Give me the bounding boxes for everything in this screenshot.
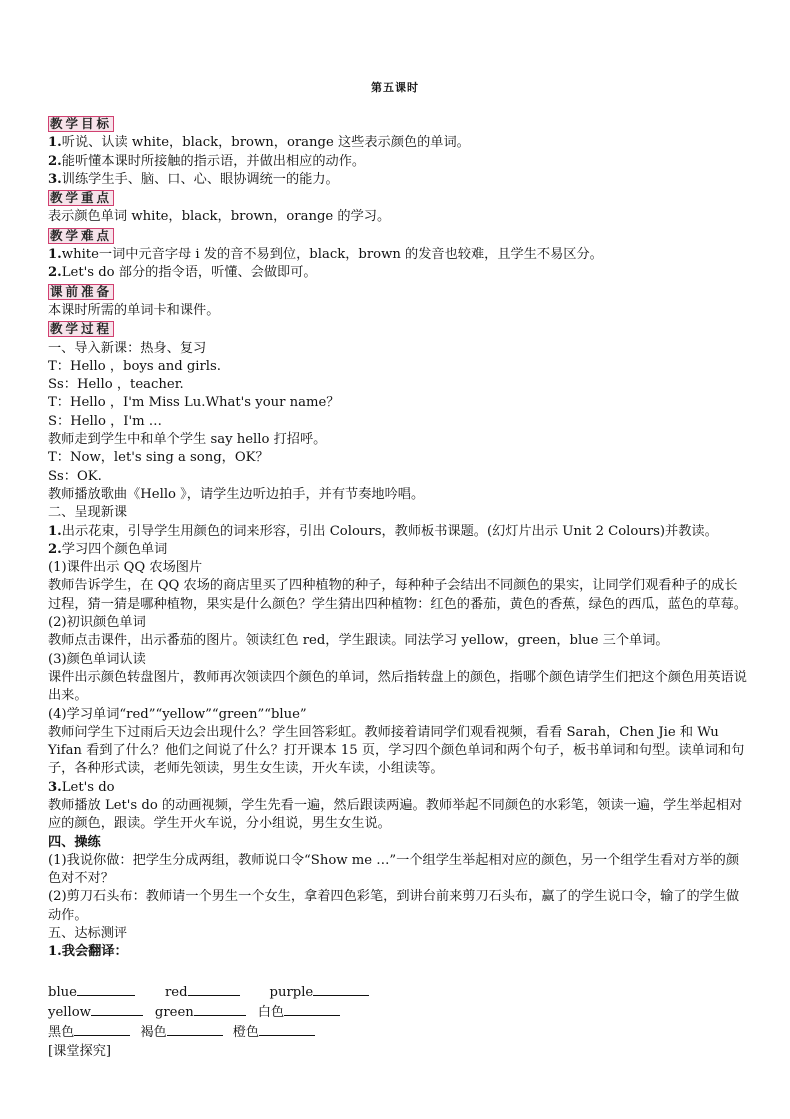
- step-2-2b-title: (2)初识颜色单词: [48, 615, 146, 631]
- classroom-explore-label: [课堂探究]: [48, 1043, 112, 1059]
- blank-item[interactable]: 褐色: [140, 1022, 222, 1042]
- step-2-3-title: 3.Let's do: [48, 779, 115, 795]
- step-2-2: 2.学习四个颜色单词: [48, 541, 168, 557]
- dialogue-line: T：Hello ，boys and girls.: [48, 358, 221, 374]
- blank-item[interactable]: 橙色: [233, 1022, 315, 1042]
- step-2-2d-text: 教师问学生下过雨后天边会出现什么？学生回答彩虹。教师接着请同学们观看视频，看看 Sarah，Chen Jie 和 Wu Yifan 看到了什么？他们之间说了什么？打开课本 15 页，学习四个颜色单词和两个句子，板书单词和句型。读单词和句子，各种形式读，老师先领读，男生女生读，开火车读，小组读等。: [48, 724, 745, 777]
- step-2-2b-text: 教师点击课件，出示番茄的图片。领读红色 red，学生跟读。同法学习 yellow，green，blue 三个单词。: [48, 633, 669, 649]
- step-2-2d-title: (4)学习单词“red”“yellow”“green”“blue”: [48, 706, 307, 722]
- dialogue-line: S：Hello ，I'm …: [48, 413, 162, 429]
- blank-item[interactable]: red: [165, 982, 240, 1002]
- section-label-goals: 教学目标: [50, 116, 113, 131]
- step-2-title: 二、呈现新课: [48, 505, 128, 521]
- section-label-difficult: 教学难点: [50, 227, 113, 243]
- blank-item[interactable]: yellow: [48, 1002, 143, 1022]
- goal-2: 2.能听懂本课时所接触的指示语，并做出相应的动作。: [48, 153, 366, 169]
- dialogue-line: 教师播放歌曲《Hello 》，请学生边听边拍手，并有节奏地吟唱。: [48, 486, 425, 502]
- step-1-title: 一、导入新课：热身、复习: [48, 340, 207, 356]
- lesson-content: [48, 115, 748, 1061]
- blank-item[interactable]: purple: [270, 982, 370, 1002]
- step-2-2a-text: 教师告诉学生，在 QQ 农场的商店里买了四种植物的种子，每种种子会结出不同颜色的果实，让同学们观看种子的成长过程，猜一猜是哪种植物，果实是什么颜色？学生猜出四种植物：红色的番茄，黄色的香蕉，绿色的西瓜，蓝色的草莓。: [48, 578, 747, 612]
- section-label-prep: 课前准备: [50, 283, 113, 299]
- translate-row-2: [48, 1002, 748, 1022]
- dialogue-line: Ss：OK.: [48, 468, 102, 484]
- key-point: 表示颜色单词 white，black，brown，orange 的学习。: [48, 209, 391, 225]
- prep-text: 本课时所需的单词卡和课件。: [48, 302, 220, 318]
- blank-item[interactable]: blue: [48, 982, 135, 1002]
- dialogue-line: T：Now，let's sing a song，OK？: [48, 450, 269, 466]
- blank-item[interactable]: 黑色: [48, 1022, 130, 1042]
- section-label-key: 教学重点: [50, 190, 113, 206]
- step-2-2a-title: (1)课件出示 QQ 农场图片: [48, 560, 203, 576]
- step-2-2c-title: (3)颜色单词认读: [48, 651, 146, 667]
- step-4-title: 五、达标测评: [48, 926, 128, 942]
- step-3-2: (2)剪刀石头布：教师请一个男生一个女生，拿着四色彩笔，到讲台前来剪刀石头布，赢了的学生说口令，输了的学生做动作。: [48, 889, 740, 923]
- step-2-3-text: 教师播放 Let's do 的动画视频，学生先看一遍，然后跟读两遍。教师举起不同颜色的水彩笔，领读一遍，学生举起相对应的颜色，跟读。学生开火车说，分小组说，男生女生说。: [48, 797, 743, 832]
- exercise-1-title: 1.我会翻译：: [48, 944, 128, 960]
- blank-item[interactable]: green: [155, 1002, 246, 1022]
- difficult-2: 2.Let's do 部分的指令语，听懂、会做即可。: [48, 265, 317, 281]
- blank-item[interactable]: 白色: [258, 1002, 340, 1022]
- goal-3: 3.训练学生手、脑、口、心、眼协调统一的能力。: [48, 171, 339, 187]
- dialogue-line: T：Hello ，I'm Miss Lu.What's your name？: [48, 395, 340, 411]
- dialogue-line: 教师走到学生中和单个学生 say hello 打招呼。: [48, 432, 327, 448]
- step-2-2c-text: 课件出示颜色转盘图片，教师再次领读四个颜色的单词，然后指转盘上的颜色，指哪个颜色请学生们把这个颜色用英语说出来。: [48, 669, 747, 704]
- dialogue-line: Ss：Hello ，teacher.: [48, 377, 184, 393]
- step-3-1: (1)我说你做：把学生分成两组，教师说口令“Show me …”一个组学生举起相对应的颜色，另一个组学生看对方举的颜色对不对？: [48, 852, 740, 887]
- difficult-1: 1.white一词中元音字母 i 发的音不易到位，black，brown 的发音也较难，且学生不易区分。: [48, 247, 603, 263]
- page-title: 第五课时: [371, 81, 419, 94]
- goal-1: 1.听说、认读 white，black，brown，orange 这些表示颜色的单词。: [48, 135, 470, 151]
- step-3-title: 四、操练: [48, 834, 101, 850]
- step-2-1: 1.出示花束，引导学生用颜色的词来形容，引出 Colours，教师板书课题。(幻灯片出示 Unit 2 Colours)并教读。: [48, 523, 718, 539]
- translate-row-1: [48, 982, 748, 1002]
- section-label-process: 教学过程: [50, 321, 113, 337]
- translate-row-3: [48, 1022, 748, 1042]
